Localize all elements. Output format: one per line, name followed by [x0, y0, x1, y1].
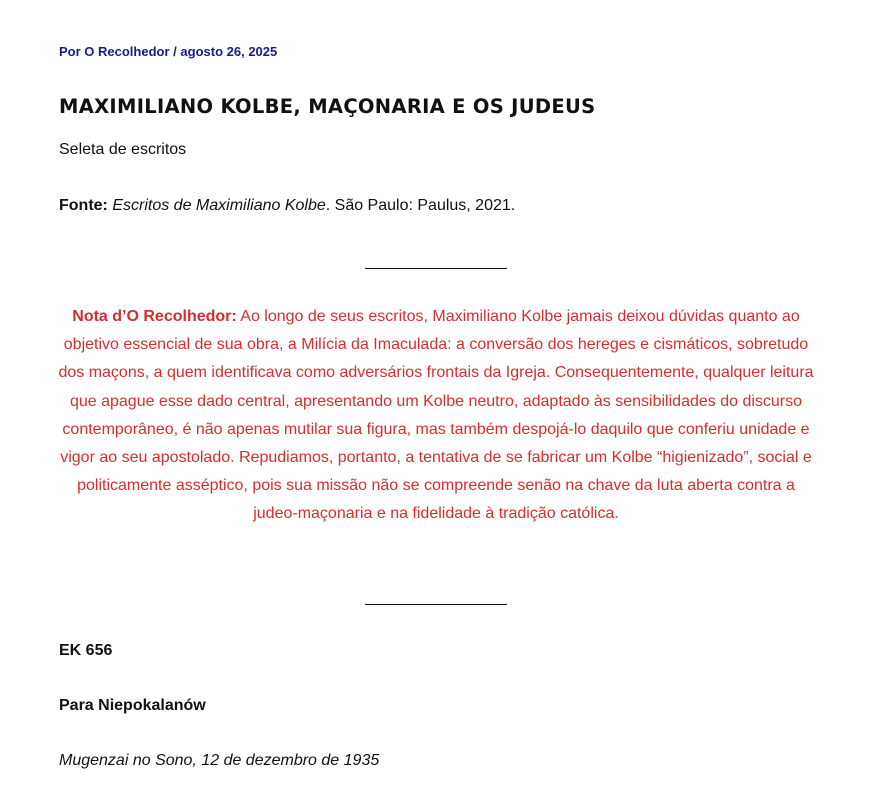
source-line: [59, 197, 515, 215]
letter-code: EK 656: [59, 642, 113, 659]
post-meta: [59, 44, 277, 59]
divider-bottom: [365, 604, 507, 605]
letter-recipient: Para Niepokalanów: [59, 697, 206, 714]
note-label: Nota d’O Recolhedor:: [72, 308, 237, 325]
divider-top: [365, 268, 507, 269]
source-work: Escritos de Maximiliano Kolbe: [112, 197, 326, 214]
subtitle: Seleta de escritos: [59, 141, 187, 158]
author-link[interactable]: O Recolhedor: [84, 44, 170, 59]
date-link[interactable]: agosto 26, 2025: [180, 44, 278, 59]
meta-prefix: Por: [59, 44, 81, 59]
page-title: MAXIMILIANO KOLBE, MAÇONARIA E OS JUDEUS: [59, 95, 596, 118]
note-text: Ao longo de seus escritos, Maximiliano Kolbe jamais deixou dúvidas quanto ao objetivo essencial de sua obra, a Milícia da Imaculada: a conversão dos hereges e cismáticos, sobretudo dos maçons, a quem identificava como adversários frontais da Igreja. Consequentemente, qualquer leitura que apague esse dado central, apresentando um Kolbe neutro, adaptado às sensibilidades do discurso contemporâneo, é não apenas mutilar sua figura, mas também despojá-lo daquilo que conferiu unidade e vigor ao seu apostolado. Repudiamos, portanto, a tentativa de se fabricar um Kolbe “higienizado”, social e politicamente asséptico, pois sua missão não se compreende senão na chave da luta aberta contra a judeo-maçonaria e na fidelidade à tradição católica.: [58, 308, 814, 523]
meta-separator: /: [173, 44, 177, 59]
letter-place-date: Mugenzai no Sono, 12 de dezembro de 1935: [59, 752, 380, 769]
editor-note: [55, 303, 817, 529]
source-label: Fonte:: [59, 197, 108, 214]
source-rest: . São Paulo: Paulus, 2021.: [325, 197, 516, 214]
